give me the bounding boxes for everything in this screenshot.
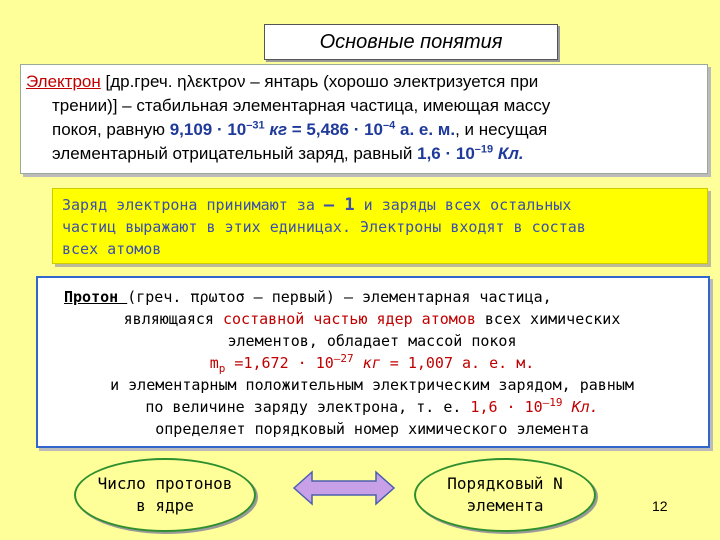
electron-definition: [26, 70, 698, 166]
proton-count-line-1: Число протонов: [97, 474, 233, 493]
proton-line-2: являющаяся составной частью ядер атомов всех химических: [123, 310, 621, 328]
slide-title: Основные понятия: [264, 24, 558, 60]
electron-line-2: трении)] – стабильная элементарная частица, имеющая массу: [52, 96, 551, 115]
charge-line-1: Заряд электрона принимают за – 1 и заряды всех остальных: [62, 195, 572, 215]
proton-definition: [40, 286, 704, 440]
proton-line-3: элементов, обладает массой покоя: [227, 332, 517, 350]
charge-line-3: всех атомов: [62, 240, 162, 258]
page-number: 12: [652, 498, 668, 514]
electron-line-4: элементарный отрицательный заряд, равный $1,6 \cdot 10^{-19}$ Кл.: [52, 143, 524, 163]
electron-term: Электрон: [26, 72, 101, 91]
charge-line-2: частиц выражают в этих единицах. Электроны входят в состав: [62, 218, 586, 236]
electron-charge-note: [62, 194, 702, 260]
atomic-number-oval: [414, 458, 596, 532]
proton-line-7: определяет порядковый номер химического элемента: [155, 420, 589, 438]
proton-line-1: Протон (греч. πρωτοσ – первый) – элементарная частица,: [64, 288, 552, 306]
double-arrow-icon: [292, 470, 396, 506]
electron-line-1: Электрон [др.греч. ηλεκτρον – янтарь (хорошо электризуется при: [26, 72, 539, 91]
proton-count-line-2: в ядре: [136, 496, 194, 515]
electron-line-3: покоя, равную $9,109 \cdot 10^{-31}$ кг = $5,486 \cdot 10^{-4}$ а. е. м., и несущая: [52, 119, 548, 139]
atomic-number-line-2: элемента: [466, 496, 544, 515]
proton-line-5: и элементарным положительным электрическим зарядом, равным: [110, 376, 634, 394]
proton-term: Протон: [64, 288, 128, 306]
atomic-number-line-1: Порядковый N: [447, 474, 563, 493]
proton-line-4: $m_p =1,672 \cdot 10^{-27}$ кг = 1,007 а. е. м.: [209, 352, 535, 375]
proton-line-6: по величине заряду электрона, т. е. $1,6 \cdot 10^{-19}$ Кл.: [145, 396, 599, 416]
proton-count-oval: [74, 458, 256, 532]
